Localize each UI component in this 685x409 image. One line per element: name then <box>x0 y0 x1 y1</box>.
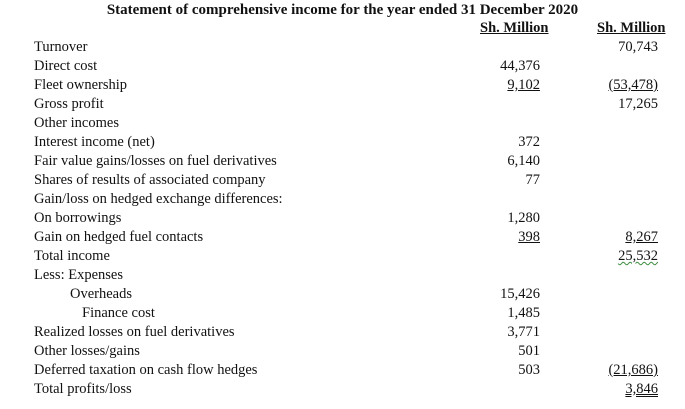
row-value1-interest-income: 372 <box>518 134 540 150</box>
row-value2-total-income: 25,532 <box>618 248 658 264</box>
row-value1-on-borrowings: 1,280 <box>507 210 540 226</box>
row-value2-turnover: 70,743 <box>618 39 658 55</box>
row-label-interest-income: Interest income (net) <box>34 134 155 150</box>
row-label-gross-profit: Gross profit <box>34 96 104 112</box>
statement-title: Statement of comprehensive income for the year ended 31 December 2020 <box>106 2 579 18</box>
row-label-deferred-taxation: Deferred taxation on cash flow hedges <box>34 362 258 378</box>
row-value1-deferred-taxation: 503 <box>518 362 540 378</box>
row-value1-fleet-ownership: 9,102 <box>507 77 540 93</box>
row-label-other-losses: Other losses/gains <box>34 343 140 359</box>
row-label-on-borrowings: On borrowings <box>34 210 122 226</box>
row-value1-overheads: 15,426 <box>500 286 540 302</box>
row-label-total-income: Total income <box>34 248 110 264</box>
row-label-realized-losses: Realized losses on fuel derivatives <box>34 324 235 340</box>
row-label-turnover: Turnover <box>34 39 88 55</box>
row-value1-fair-value-gains: 6,140 <box>507 153 540 169</box>
row-label-overheads: Overheads <box>70 286 133 302</box>
row-value2-gross-profit: 17,265 <box>618 96 658 112</box>
row-label-finance-cost: Finance cost <box>82 305 155 321</box>
row-label-other-incomes: Other incomes <box>34 115 119 131</box>
row-label-hedged-exchange: Gain/loss on hedged exchange differences: <box>34 191 283 207</box>
row-value1-realized-losses: 3,771 <box>507 324 540 340</box>
row-label-total-profits: Total profits/loss <box>34 381 132 397</box>
row-value2-deferred-taxation: (21,686) <box>608 362 658 378</box>
column-header-2: Sh. Million <box>597 20 666 36</box>
row-label-less-expenses: Less: Expenses <box>34 267 123 283</box>
row-value1-hedged-fuel-contacts: 398 <box>518 229 540 245</box>
row-value1-direct-cost: 44,376 <box>500 58 540 74</box>
row-value1-shares-of-results: 77 <box>525 172 540 188</box>
row-value1-finance-cost: 1,485 <box>507 305 540 321</box>
row-label-fair-value-gains: Fair value gains/losses on fuel derivatives <box>34 153 277 169</box>
row-value2-hedged-fuel-contacts: 8,267 <box>625 229 658 245</box>
row-value2-fleet-ownership: (53,478) <box>608 77 658 93</box>
row-label-shares-of-results: Shares of results of associated company <box>34 172 266 188</box>
row-label-fleet-ownership: Fleet ownership <box>34 77 128 93</box>
column-header-1: Sh. Million <box>480 20 549 36</box>
row-value1-other-losses: 501 <box>518 343 540 359</box>
row-value2-total-profits: 3,846 <box>625 381 658 397</box>
row-label-direct-cost: Direct cost <box>34 58 98 74</box>
row-label-hedged-fuel-contacts: Gain on hedged fuel contacts <box>34 229 204 245</box>
